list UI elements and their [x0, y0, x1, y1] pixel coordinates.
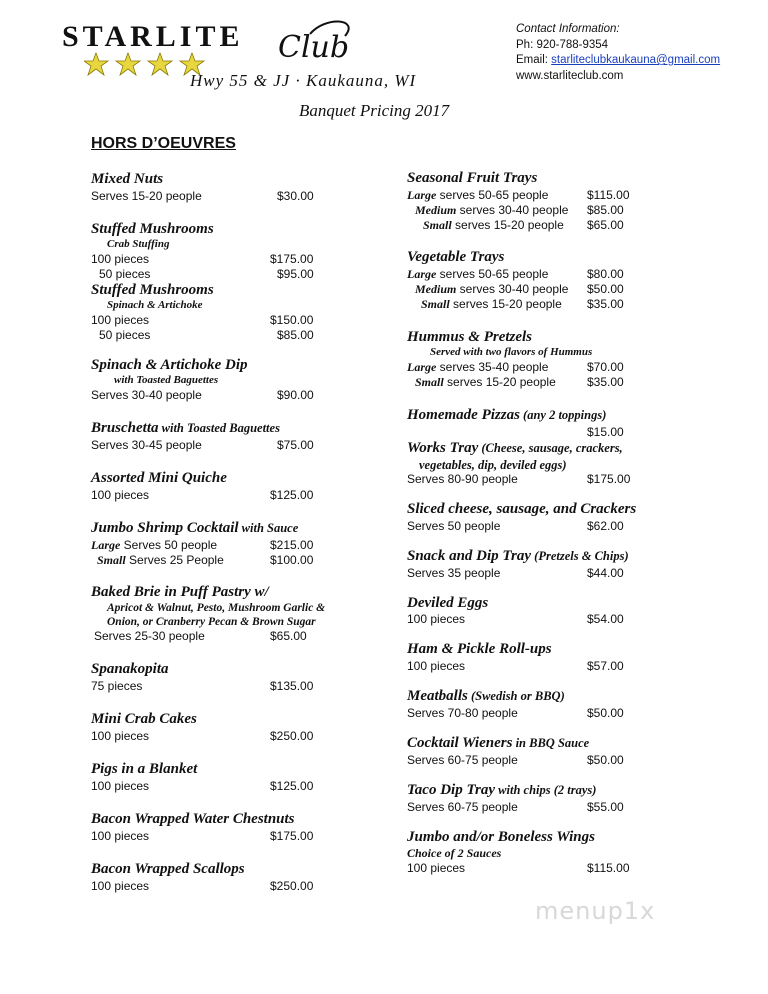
item-price: $125.00	[270, 779, 314, 793]
item-serving	[415, 282, 568, 297]
item-price: $215.00	[270, 538, 314, 552]
serving-text: serves 15-20 people	[449, 297, 562, 311]
item-price: $44.00	[587, 566, 624, 580]
item-price: $54.00	[587, 612, 624, 626]
item-name: Deviled Eggs	[407, 595, 489, 611]
item-name-suffix: (any 2 toppings)	[519, 408, 607, 422]
item-serving: 100 pieces	[91, 313, 150, 327]
item-price: $70.00	[587, 360, 624, 374]
item-serving: 100 pieces	[91, 879, 150, 893]
item-note: vegetables, dip, deviled eggs)	[419, 458, 567, 472]
size-label: Medium	[415, 282, 457, 296]
size-label: Large	[407, 360, 437, 374]
item-price: $80.00	[587, 267, 624, 281]
item-price: $75.00	[277, 438, 314, 452]
item-price: $50.00	[587, 282, 624, 296]
contact-info	[516, 22, 720, 84]
item-name: Sliced cheese, sausage, and Crackers	[407, 501, 637, 517]
page-subtitle: Banquet Pricing 2017	[299, 101, 450, 120]
item-name-main: Meatballs	[407, 688, 468, 704]
item-name-suffix: (Pretzels & Chips)	[531, 549, 629, 563]
logo-club-script: Club	[278, 30, 350, 65]
item-name	[91, 520, 298, 537]
item-price: $30.00	[277, 189, 314, 203]
item-price: $250.00	[270, 729, 314, 743]
item-name-main: Works Tray	[407, 440, 479, 456]
item-name: Stuffed Mushrooms	[91, 282, 214, 298]
item-serving	[91, 538, 217, 553]
email-link[interactable]: starliteclubkaukauna@gmail.com	[551, 54, 721, 66]
item-serving: 100 pieces	[91, 252, 150, 266]
item-name: Spinach & Artichoke Dip	[91, 357, 248, 373]
item-serving	[97, 553, 224, 568]
item-price: $135.00	[270, 679, 314, 693]
item-name-main: Snack and Dip Tray	[407, 548, 532, 564]
item-price: $100.00	[270, 553, 314, 567]
item-price: $57.00	[587, 659, 624, 673]
serving-text: serves 35-40 people	[436, 360, 549, 374]
item-price: $62.00	[587, 519, 624, 533]
item-price: $50.00	[587, 753, 624, 767]
item-name	[407, 548, 629, 565]
item-name-suffix: in BBQ Sauce	[512, 736, 590, 750]
item-price: $65.00	[587, 218, 624, 232]
item-price: $115.00	[587, 188, 630, 202]
item-price: $250.00	[270, 879, 314, 893]
item-price: $95.00	[277, 267, 314, 281]
item-price: $115.00	[587, 861, 630, 875]
item-name: Spanakopita	[91, 661, 169, 677]
serving-text: serves 15-20 people	[443, 375, 556, 389]
size-label: Small	[421, 297, 450, 311]
item-name: Hummus & Pretzels	[407, 329, 533, 345]
contact-phone: Ph: 920-788-9354	[516, 38, 609, 51]
item-serving: Serves 30-45 people	[91, 438, 202, 452]
item-name: Mixed Nuts	[91, 171, 164, 187]
item-serving	[421, 297, 562, 312]
item-name: Jumbo and/or Boneless Wings	[407, 829, 595, 845]
size-label: Large	[91, 538, 121, 552]
item-note: Choice of 2 Sauces	[407, 846, 502, 860]
item-price: $90.00	[277, 388, 314, 402]
item-price: $50.00	[587, 706, 624, 720]
item-name: Baked Brie in Puff Pastry w/	[91, 584, 269, 600]
watermark: menup1x	[535, 897, 656, 925]
item-serving: 100 pieces	[91, 488, 150, 502]
item-name: Pigs in a Blanket	[91, 761, 198, 777]
contact-website: www.starliteclub.com	[516, 69, 624, 82]
item-name	[91, 420, 280, 437]
item-name-main: Jumbo Shrimp Cocktail	[91, 520, 239, 536]
item-price: $35.00	[587, 297, 624, 311]
item-name-suffix: with Toasted Baguettes	[158, 421, 280, 435]
item-serving: 100 pieces	[407, 659, 466, 673]
item-name: Bacon Wrapped Water Chestnuts	[91, 811, 295, 827]
item-serving: Serves 70-80 people	[407, 706, 518, 720]
serving-text: Serves 25 People	[125, 553, 224, 567]
item-name-main: Cocktail Wieners	[407, 735, 513, 751]
item-name	[407, 440, 623, 457]
serving-text: Serves 50 people	[120, 538, 218, 552]
item-serving	[407, 188, 548, 203]
item-serving: Serves 15-20 people	[91, 189, 202, 203]
section-title: HORS D’OEUVRES	[91, 135, 236, 152]
item-price: $85.00	[277, 328, 314, 342]
item-serving	[423, 218, 564, 233]
item-serving: Serves 50 people	[407, 519, 501, 533]
item-price: $85.00	[587, 203, 624, 217]
item-note: Spinach & Artichoke	[107, 299, 203, 311]
item-note: Apricot & Walnut, Pesto, Mushroom Garlic &	[107, 602, 326, 614]
item-name: Ham & Pickle Roll-ups	[407, 641, 552, 657]
item-serving: Serves 25-30 people	[94, 629, 205, 643]
contact-email-line	[516, 53, 720, 69]
item-serving: Serves 60-75 people	[407, 753, 518, 767]
item-serving: 100 pieces	[407, 612, 466, 626]
address: Hwy 55 & JJ · Kaukauna, WI	[190, 71, 417, 90]
item-name-main: Bruschetta	[91, 420, 159, 436]
item-name: Mini Crab Cakes	[91, 711, 197, 727]
item-serving: 50 pieces	[99, 267, 151, 281]
item-name-suffix: with chips (2 trays)	[495, 783, 597, 797]
size-label: Medium	[415, 203, 457, 217]
contact-title: Contact Information:	[516, 23, 620, 35]
email-label: Email:	[516, 54, 552, 66]
item-serving: 100 pieces	[91, 779, 150, 793]
item-name: Assorted Mini Quiche	[91, 470, 227, 486]
item-price: $15.00	[587, 425, 624, 439]
item-serving: Serves 80-90 people	[407, 472, 518, 486]
item-name: Bacon Wrapped Scallops	[91, 861, 245, 877]
item-serving: 75 pieces	[91, 679, 143, 693]
item-serving	[407, 267, 548, 282]
item-price: $175.00	[587, 472, 631, 486]
item-note: Onion, or Cranberry Pecan & Brown Sugar	[107, 616, 316, 628]
item-serving: 50 pieces	[99, 328, 151, 342]
item-serving: 100 pieces	[407, 861, 466, 875]
item-name	[407, 782, 596, 799]
item-price: $35.00	[587, 375, 624, 389]
item-serving: 100 pieces	[91, 729, 150, 743]
item-name: Seasonal Fruit Trays	[407, 170, 538, 186]
size-label: Small	[415, 375, 444, 389]
item-name-suffix: (Swedish or BBQ)	[467, 689, 565, 703]
item-name-main: Homemade Pizzas	[407, 407, 520, 423]
item-name: Vegetable Trays	[407, 249, 505, 265]
size-label: Small	[97, 553, 126, 567]
item-name	[407, 407, 606, 424]
item-serving: Serves 35 people	[407, 566, 501, 580]
item-name	[407, 688, 565, 705]
item-price: $65.00	[270, 629, 307, 643]
item-price: $150.00	[270, 313, 314, 327]
item-name-suffix: with Sauce	[238, 521, 299, 535]
item-serving: Serves 60-75 people	[407, 800, 518, 814]
item-serving	[407, 360, 548, 375]
size-label: Large	[407, 188, 437, 202]
item-price: $125.00	[270, 488, 314, 502]
item-name-main: Taco Dip Tray	[407, 782, 496, 798]
item-price: $175.00	[270, 829, 314, 843]
item-price: $55.00	[587, 800, 624, 814]
item-serving	[415, 375, 556, 390]
serving-text: serves 50-65 people	[436, 267, 549, 281]
item-name-suffix: (Cheese, sausage, crackers,	[478, 441, 623, 455]
item-name	[407, 735, 589, 752]
item-serving: Serves 30-40 people	[91, 388, 202, 402]
item-serving: 100 pieces	[91, 829, 150, 843]
item-name: Stuffed Mushrooms	[91, 221, 214, 237]
serving-text: serves 15-20 people	[451, 218, 564, 232]
serving-text: serves 30-40 people	[456, 203, 569, 217]
item-note: with Toasted Baguettes	[114, 374, 219, 386]
serving-text: serves 30-40 people	[456, 282, 569, 296]
item-note: Crab Stuffing	[107, 238, 170, 250]
item-note: Served with two flavors of Hummus	[430, 346, 593, 358]
serving-text: serves 50-65 people	[436, 188, 549, 202]
size-label: Large	[407, 267, 437, 281]
item-serving	[415, 203, 568, 218]
logo-wordmark: STARLITE	[62, 20, 244, 53]
size-label: Small	[423, 218, 452, 232]
item-price: $175.00	[270, 252, 314, 266]
